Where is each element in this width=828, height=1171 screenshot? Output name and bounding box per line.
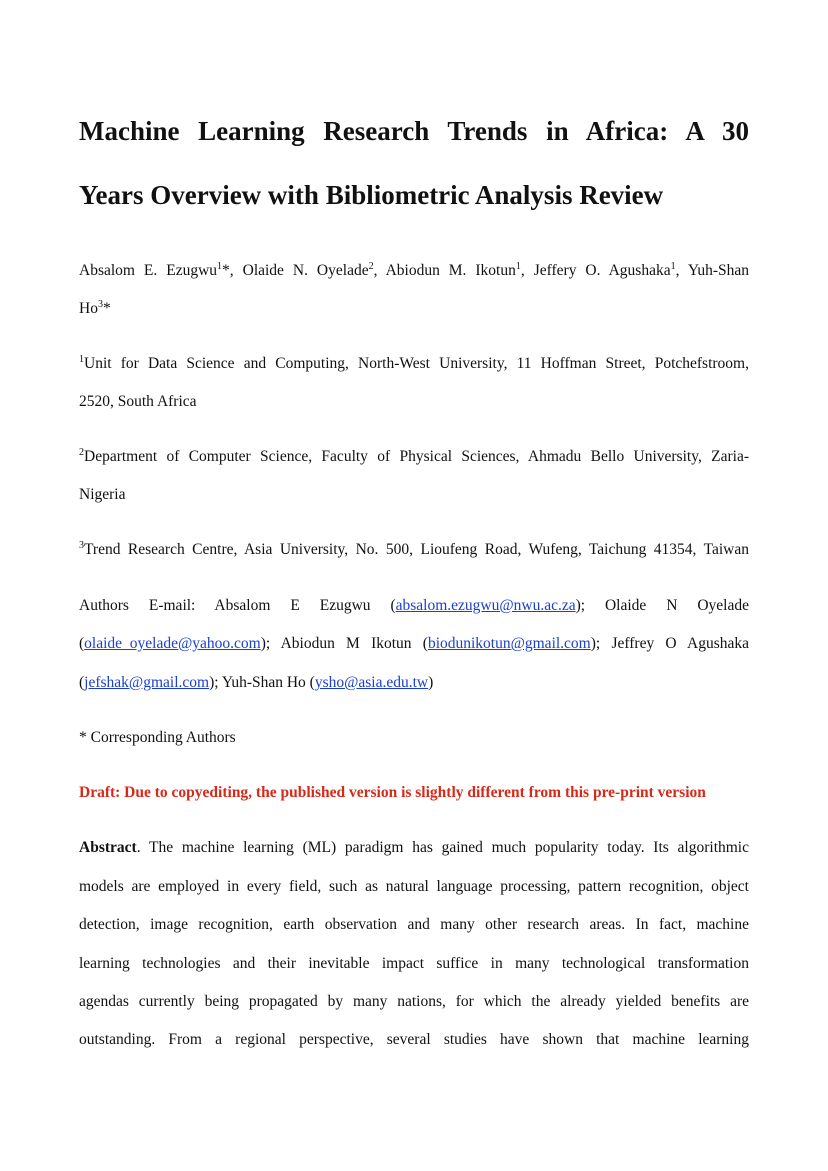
emails-text: ) (428, 674, 434, 691)
abstract-line: outstanding. From a regional perspective, several studies have shown that machine learning (79, 1031, 749, 1048)
abstract-line: models are employed in every field, such as natural language processing, pattern recognition, object (79, 878, 749, 895)
author-name: Absalom E. Ezugwu (79, 262, 218, 279)
author-separator: , (520, 262, 534, 279)
author-affil-sup: 1 (217, 261, 223, 272)
abstract-label: Abstract (79, 839, 137, 856)
affiliation-3-line-1 (79, 540, 749, 560)
emails-text: ( (79, 635, 85, 652)
author-name: Ho (79, 300, 98, 317)
emails-text: ); Abiodun M Ikotun ( (260, 635, 428, 652)
affiliation-1-line-2: 2520, South Africa (79, 393, 197, 410)
author-separator: , (675, 262, 688, 279)
paper-title-line-1: Machine Learning Research Trends in Africa: A 30 (79, 116, 749, 146)
affiliation-sup: 1 (79, 354, 84, 365)
affiliation-text: Trend Research Centre, Asia University, No. 500, Lioufeng Road, Wufeng, Taichung 41354, Taiwan (84, 541, 749, 558)
email-link-agushaka[interactable]: jefshak@gmail.com (84, 674, 210, 691)
author-affil-sup: 1 (515, 261, 521, 272)
abstract-line: agendas currently being propagated by many nations, for which the already yielded benefits are (79, 993, 749, 1010)
emails-text: ); Jeffrey O Agushaka (590, 635, 749, 652)
author-name: Abiodun M. Ikotun (385, 262, 516, 279)
emails-text: ( (79, 674, 85, 691)
affiliation-2-line-1 (79, 447, 749, 467)
affiliation-2-line-2: Nigeria (79, 486, 126, 503)
emails-text: ); Yuh-Shan Ho ( (209, 674, 315, 691)
author-name: Jeffery O. Agushaka (533, 262, 671, 279)
emails-text: Authors E-mail: Absalom E Ezugwu ( (79, 597, 396, 614)
corresponding-star: * (102, 300, 111, 317)
emails-line-3 (79, 673, 749, 693)
affiliation-text: Unit for Data Science and Computing, North-West University, 11 Hoffman Street, Potchefstroom, (84, 355, 749, 372)
abstract-line-1 (79, 838, 749, 858)
emails-text: ); Olaide N Oyelade (575, 597, 749, 614)
author-separator: *, (222, 262, 243, 279)
emails-line-2 (79, 634, 749, 654)
author-name: Olaide N. Oyelade (242, 262, 369, 279)
email-link-ikotun[interactable]: biodunikotun@gmail.com (427, 635, 591, 652)
author-affil-sup: 1 (670, 261, 676, 272)
email-link-ho[interactable]: ysho@asia.edu.tw (314, 674, 429, 691)
email-link-oyelade[interactable]: olaide_oyelade@yahoo.com (84, 635, 261, 652)
author-name: Yuh-Shan (687, 262, 749, 279)
email-link-ezugwu[interactable]: absalom.ezugwu@nwu.ac.za (395, 597, 576, 614)
author-affil-sup: 2 (368, 261, 374, 272)
abstract-text: . The machine learning (ML) paradigm has gained much popularity today. Its algorithmic (136, 839, 749, 856)
abstract-line: detection, image recognition, earth observation and many other research areas. In fact, machine (79, 916, 749, 933)
affiliation-1-line-1 (79, 354, 749, 374)
author-list-line-2 (79, 299, 749, 319)
draft-notice: Draft: Due to copyediting, the published version is slightly different from this pre-print version (79, 784, 706, 801)
paper-title-line-2: Years Overview with Bibliometric Analysis Review (79, 180, 664, 210)
author-affil-sup: 3 (97, 299, 103, 310)
author-list-line-1 (79, 261, 749, 281)
corresponding-authors-note: * Corresponding Authors (79, 729, 236, 746)
author-separator: , (373, 262, 386, 279)
affiliation-sup: 3 (79, 540, 84, 551)
affiliation-text: Department of Computer Science, Faculty of Physical Sciences, Ahmadu Bello University, Zaria- (84, 448, 749, 465)
affiliation-sup: 2 (79, 447, 84, 458)
emails-line-1 (79, 596, 749, 616)
abstract-line: learning technologies and their inevitable impact suffice in many technological transformation (79, 955, 749, 972)
